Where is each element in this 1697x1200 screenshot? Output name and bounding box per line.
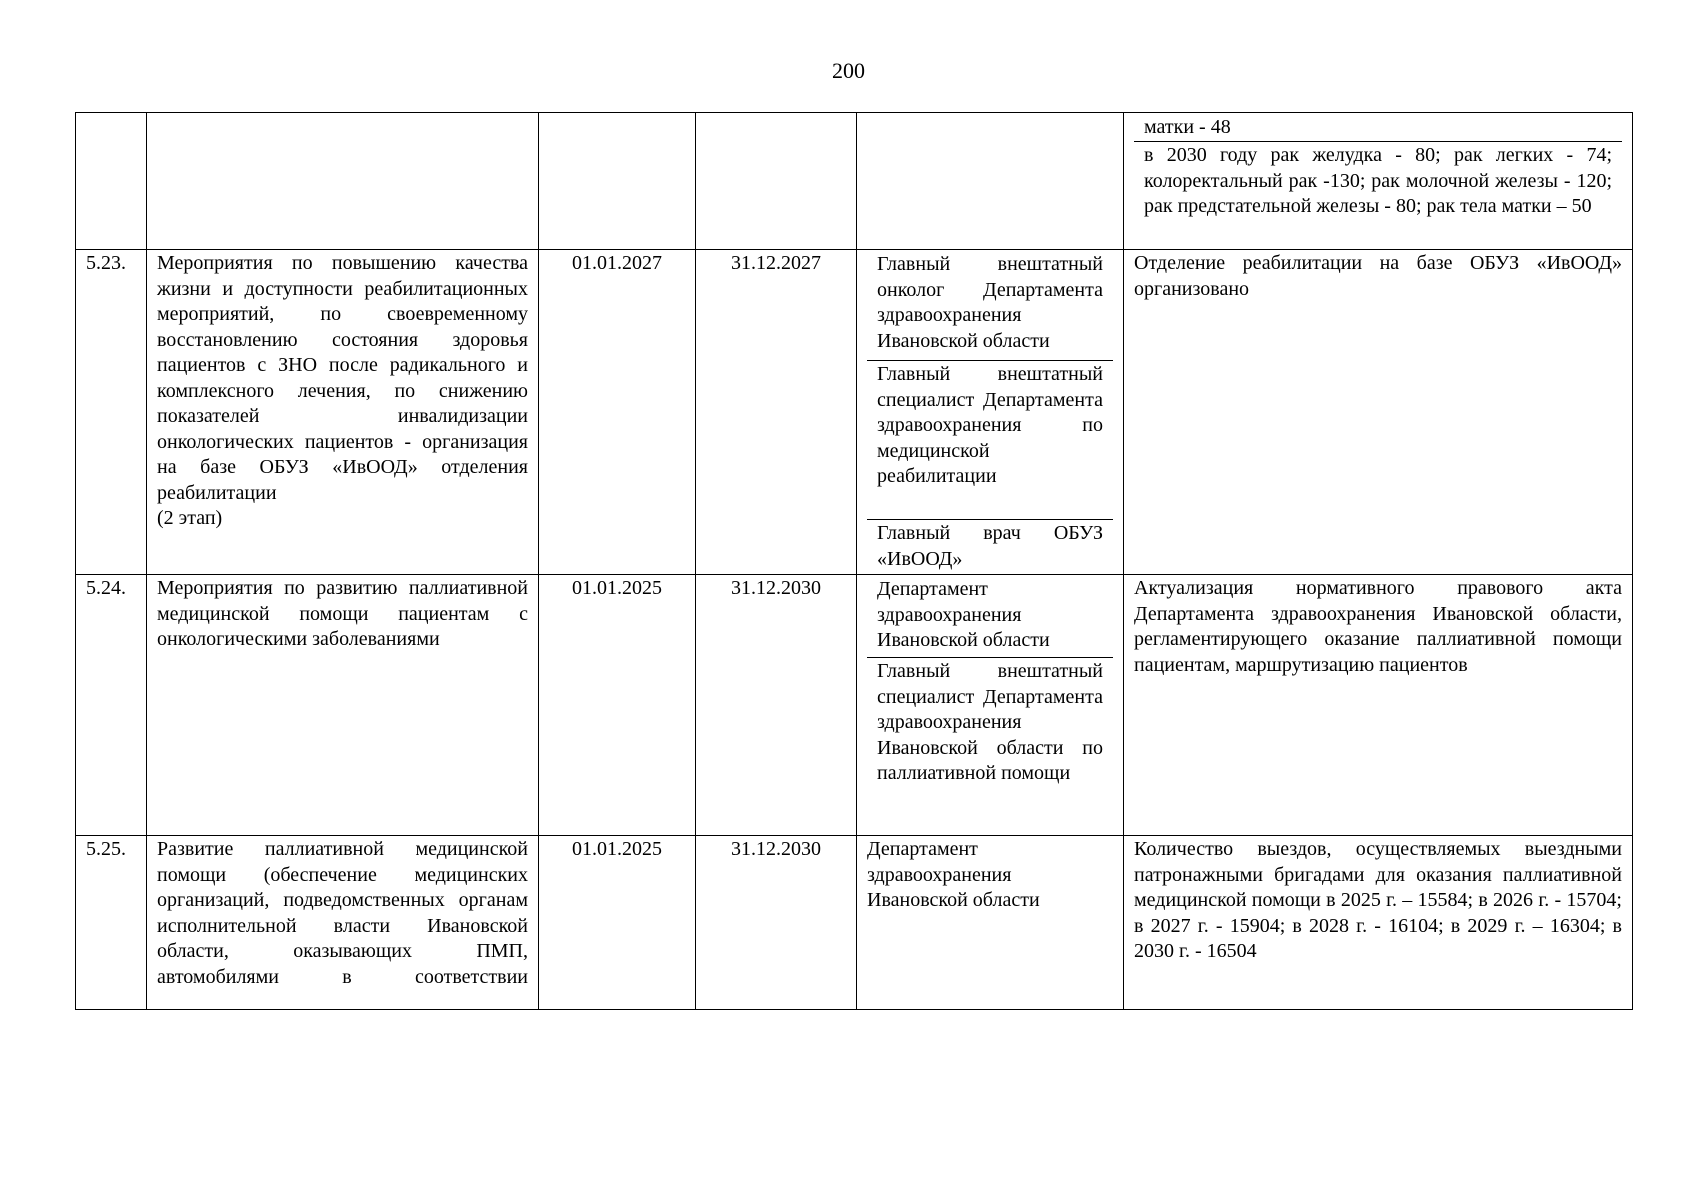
page-number: 200 xyxy=(832,58,865,83)
responsible-party: Департамент здравоохранения Ивановской области xyxy=(877,578,1050,651)
end-date-cell: 31.12.2030 xyxy=(696,836,857,1010)
start-date-cell xyxy=(539,113,696,250)
responsible-cell xyxy=(857,575,1124,836)
end-date-cell xyxy=(696,113,857,250)
responsible-cell xyxy=(857,250,1124,575)
row-number-cell: 5.24. xyxy=(76,575,147,836)
measure-note: (2 этап) xyxy=(157,507,223,529)
responsible-party: Главный врач ОБУЗ «ИвООД» xyxy=(867,519,1113,574)
measure-cell xyxy=(147,250,539,575)
result-cell: Актуализация нормативного правового акта Департамента здравоохранения Ивановской области, регламентирующего оказание паллиативной помощи пациентам, маршрутизацию пациентов xyxy=(1124,575,1633,836)
result-cell: Количество выездов, осуществляемых выездными патронажными бригадами для оказания паллиативной медицинской помощи в 2025 г. – 15584; в 2026 г. - 15704; в 2027 г. - 15904; в 2028 г. - 16104; в 2029 г. – 16304; в 2030 г. - 16504 xyxy=(1124,836,1633,1010)
table-row xyxy=(76,113,1633,250)
responsible-party: Главный внештатный специалист Департамента здравоохранения по медицинской реабилитации xyxy=(867,360,1113,519)
row-number-cell xyxy=(76,113,147,250)
measure-text: Мероприятия по повышению качества жизни и доступности реабилитационных мероприятий, по своевременному восстановлению состояния здоровья пациентов с ЗНО после радикального и комплексного лечения, по снижению показателей инвалидизации онкологических пациентов - организация на базе ОБУЗ «ИвООД» отделения реабилитации xyxy=(157,252,528,504)
result-cell xyxy=(1124,113,1633,250)
responsible-party: Главный внештатный специалист Департамента здравоохранения Ивановской области по паллиативной помощи xyxy=(867,657,1113,835)
end-date-cell: 31.12.2030 xyxy=(696,575,857,836)
measure-cell xyxy=(147,113,539,250)
responsible-party: Главный внештатный онколог Департамента здравоохранения Ивановской области xyxy=(877,253,1103,352)
start-date-cell: 01.01.2025 xyxy=(539,836,696,1010)
end-date-cell: 31.12.2027 xyxy=(696,250,857,575)
start-date-cell: 01.01.2027 xyxy=(539,250,696,575)
table-row xyxy=(76,250,1633,575)
result-cell: Отделение реабилитации на базе ОБУЗ «ИвООД» организовано xyxy=(1124,250,1633,575)
row-number-cell: 5.25. xyxy=(76,836,147,1010)
measures-table xyxy=(75,112,1633,1010)
measure-cell: Развитие паллиативной медицинской помощи (обеспечение медицинских организаций, подведомственных органам исполнительной власти Ивановской области, оказывающих ПМП, автомобилями в соответствии xyxy=(147,836,539,1010)
result-text: матки - 48 xyxy=(1144,116,1231,138)
table-row xyxy=(76,575,1633,836)
responsible-cell xyxy=(857,113,1124,250)
responsible-cell: Департамент здравоохранения Ивановской области xyxy=(857,836,1124,1010)
start-date-cell: 01.01.2025 xyxy=(539,575,696,836)
table-row xyxy=(76,836,1633,1010)
measure-cell: Мероприятия по развитию паллиативной медицинской помощи пациентам с онкологическими заболеваниями xyxy=(147,575,539,836)
row-number-cell: 5.23. xyxy=(76,250,147,575)
result-text: в 2030 году рак желудка - 80; рак легких - 74; колоректальный рак -130; рак молочной железы - 120; рак предстательной железы - 80; рак тела матки – 50 xyxy=(1134,141,1622,249)
